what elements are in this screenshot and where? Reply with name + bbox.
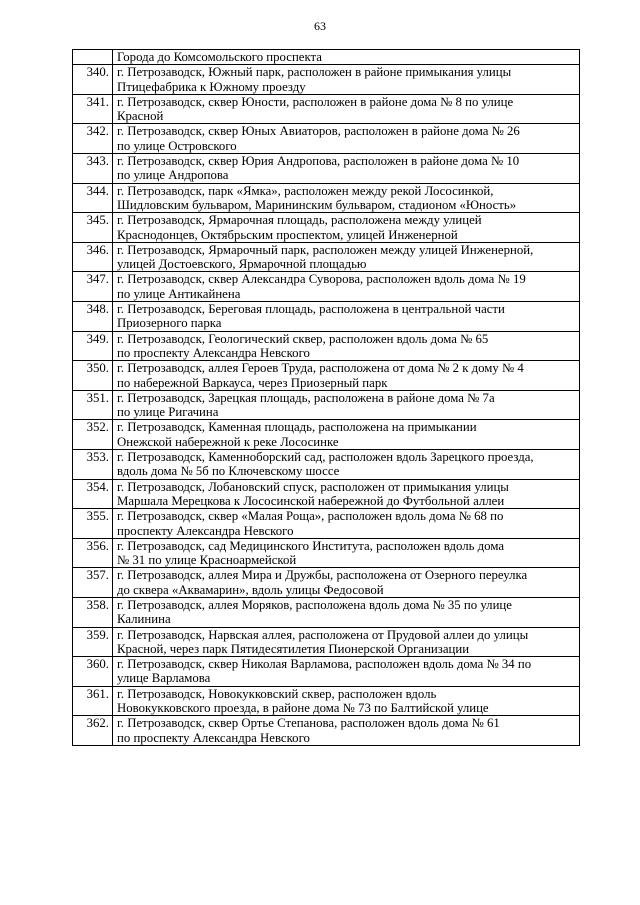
description-line: Красной <box>117 109 164 124</box>
table-row <box>73 331 580 361</box>
description-line: г. Петрозаводск, Геологический сквер, расположен вдоль дома № 65 <box>117 331 489 346</box>
table-row <box>73 509 580 539</box>
description-line: г. Петрозаводск, Южный парк, расположен в районе примыкания улицы <box>117 65 512 80</box>
table-row <box>73 124 580 154</box>
row-description <box>113 65 580 95</box>
table-body <box>73 50 580 746</box>
row-number: 342. <box>73 124 113 154</box>
table-row <box>73 420 580 450</box>
row-description <box>113 183 580 213</box>
row-description <box>113 242 580 272</box>
table-row <box>73 597 580 627</box>
row-number: 352. <box>73 420 113 450</box>
description-line: проспекту Александра Невского <box>117 523 294 538</box>
description-line: вдоль дома № 5б по Ключевскому шоссе <box>117 464 340 479</box>
row-number: 341. <box>73 94 113 124</box>
table-row <box>73 686 580 716</box>
row-number: 343. <box>73 154 113 184</box>
description-line: по улице Ригачина <box>117 405 219 420</box>
description-line: г. Петрозаводск, сквер Юности, расположен в районе дома № 8 по улице <box>117 94 514 109</box>
description-line: Калинина <box>117 612 171 627</box>
description-line: по набережной Варкауса, через Приозерный парк <box>117 375 388 390</box>
row-number: 362. <box>73 716 113 746</box>
table-row <box>73 390 580 420</box>
description-line: г. Петрозаводск, сквер Александра Суворова, расположен вдоль дома № 19 <box>117 272 526 287</box>
description-line: Маршала Мерецкова к Лососинской набережной до Футбольной аллеи <box>117 493 505 508</box>
page-number: 63 <box>314 19 326 33</box>
description-line: г. Петрозаводск, сквер Юрия Андропова, расположен в районе дома № 10 <box>117 154 520 169</box>
description-line: по улице Андропова <box>117 168 229 183</box>
row-number: 346. <box>73 242 113 272</box>
description-line: Онежской набережной к реке Лососинке <box>117 434 339 449</box>
description-line: г. Петрозаводск, Ярмарочный парк, расположен между улицей Инженерной, <box>117 242 534 257</box>
row-number: 360. <box>73 657 113 687</box>
row-number: 347. <box>73 272 113 302</box>
row-number: 358. <box>73 597 113 627</box>
description-line: г. Петрозаводск, аллея Мира и Дружбы, расположена от Озерного переулка <box>117 568 528 583</box>
row-number: 353. <box>73 450 113 480</box>
row-number: 348. <box>73 302 113 332</box>
description-line: Шидловским бульваром, Марининским бульваром, стадионом «Юность» <box>117 197 517 212</box>
description-line: Красной, через парк Пятидесятилетия Пионерской Организации <box>117 641 470 656</box>
description-line: улице Варламова <box>117 671 211 686</box>
description-line: г. Петрозаводск, Каменная площадь, расположена на примыкании <box>117 420 477 435</box>
row-description <box>113 568 580 598</box>
description-line: Новокукковского проезда, в районе дома № 73 по Балтийской улице <box>117 701 489 716</box>
description-line: г. Петрозаводск, сквер Юных Авиаторов, расположен в районе дома № 26 <box>117 124 520 139</box>
row-number: 340. <box>73 65 113 95</box>
table-row <box>73 479 580 509</box>
description-line: по улице Островского <box>117 138 237 153</box>
row-description <box>113 154 580 184</box>
row-description <box>113 538 580 568</box>
table-row <box>73 627 580 657</box>
row-number: 350. <box>73 361 113 391</box>
row-description <box>113 302 580 332</box>
row-number <box>73 50 113 65</box>
row-description <box>113 390 580 420</box>
row-number: 349. <box>73 331 113 361</box>
description-line: Птицефабрика к Южному проезду <box>117 79 306 94</box>
table-row <box>73 65 580 95</box>
table-row <box>73 50 580 65</box>
row-description <box>113 657 580 687</box>
description-line: улицей Достоевского, Ярмарочной площадью <box>117 257 367 272</box>
row-number: 345. <box>73 213 113 243</box>
row-number: 355. <box>73 509 113 539</box>
description-line: г. Петрозаводск, Нарвская аллея, расположена от Прудовой аллеи до улицы <box>117 627 529 642</box>
row-number: 357. <box>73 568 113 598</box>
table-row <box>73 716 580 746</box>
description-line: г. Петрозаводск, Ярмарочная площадь, расположена между улицей <box>117 213 482 228</box>
row-number: 344. <box>73 183 113 213</box>
table-row <box>73 183 580 213</box>
table-row <box>73 538 580 568</box>
row-description <box>113 361 580 391</box>
description-line: Краснодонцев, Октябрьским проспектом, улицей Инженерной <box>117 227 458 242</box>
row-description <box>113 686 580 716</box>
description-line: г. Петрозаводск, парк «Ямка», расположен между рекой Лососинкой, <box>117 183 494 198</box>
description-line: до сквера «Аквамарин», вдоль улицы Федосовой <box>117 582 384 597</box>
table-row <box>73 272 580 302</box>
table-row <box>73 657 580 687</box>
row-description <box>113 331 580 361</box>
table-row <box>73 568 580 598</box>
description-line: № 31 по улице Красноармейской <box>117 553 297 568</box>
row-number: 351. <box>73 390 113 420</box>
description-line: г. Петрозаводск, Береговая площадь, расположена в центральной части <box>117 302 505 317</box>
places-table <box>72 49 580 746</box>
row-description <box>113 50 580 65</box>
row-description <box>113 479 580 509</box>
row-description <box>113 627 580 657</box>
row-description <box>113 213 580 243</box>
table-row <box>73 213 580 243</box>
row-description <box>113 420 580 450</box>
description-line: по улице Антикайнена <box>117 286 241 301</box>
row-number: 361. <box>73 686 113 716</box>
row-description <box>113 124 580 154</box>
table-row <box>73 94 580 124</box>
description-line: Приозерного парка <box>117 316 222 331</box>
description-line: г. Петрозаводск, аллея Моряков, расположена вдоль дома № 35 по улице <box>117 597 512 612</box>
row-description <box>113 509 580 539</box>
table-row <box>73 242 580 272</box>
description-line: г. Петрозаводск, аллея Героев Труда, расположена от дома № 2 к дому № 4 <box>117 361 524 376</box>
description-line: г. Петрозаводск, Лобановский спуск, расположен от примыкания улицы <box>117 479 509 494</box>
description-line: г. Петрозаводск, сквер «Малая Роща», расположен вдоль дома № 68 по <box>117 509 504 524</box>
table-row <box>73 450 580 480</box>
description-line: по проспекту Александра Невского <box>117 345 310 360</box>
description-line: г. Петрозаводск, Каменноборский сад, расположен вдоль Зарецкого проезда, <box>117 450 534 465</box>
row-number: 359. <box>73 627 113 657</box>
row-description <box>113 597 580 627</box>
description-line: г. Петрозаводск, сквер Николая Варламова, расположен вдоль дома № 34 по <box>117 657 532 672</box>
row-description <box>113 272 580 302</box>
description-line: г. Петрозаводск, Новокукковский сквер, расположен вдоль <box>117 686 437 701</box>
description-line: Города до Комсомольского проспекта <box>117 50 322 64</box>
table-row <box>73 154 580 184</box>
row-number: 354. <box>73 479 113 509</box>
row-description <box>113 94 580 124</box>
row-number: 356. <box>73 538 113 568</box>
table-row <box>73 361 580 391</box>
row-description <box>113 716 580 746</box>
row-description <box>113 450 580 480</box>
table-row <box>73 302 580 332</box>
description-line: г. Петрозаводск, сад Медицинского Института, расположен вдоль дома <box>117 538 505 553</box>
description-line: по проспекту Александра Невского <box>117 730 310 745</box>
description-line: г. Петрозаводск, Зарецкая площадь, расположена в районе дома № 7а <box>117 390 495 405</box>
description-line: г. Петрозаводск, сквер Ортье Степанова, расположен вдоль дома № 61 <box>117 716 500 731</box>
